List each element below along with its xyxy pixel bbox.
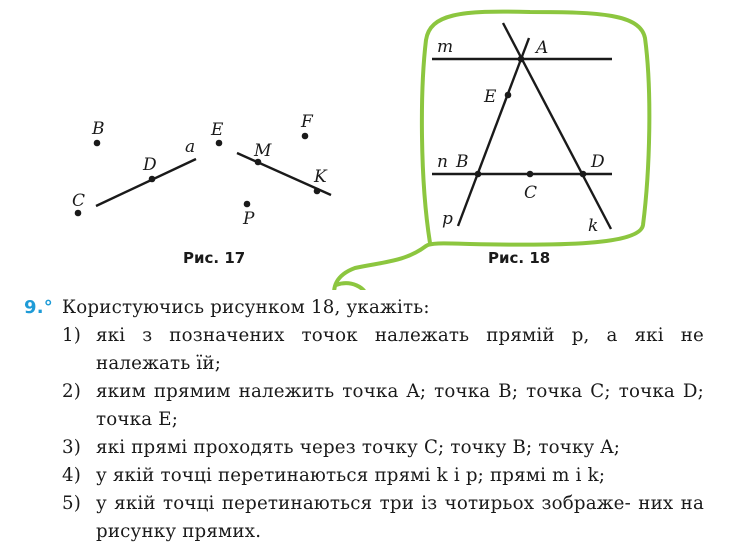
figure-18: [432, 23, 612, 267]
problem-number: 9.°: [24, 297, 53, 318]
fig17-label-f: F: [301, 112, 313, 132]
fig17-label-b: B: [92, 119, 105, 139]
fig17-caption: Рис. 17: [183, 249, 246, 267]
fig17-point-p: [244, 201, 251, 208]
fig18-label-k: k: [588, 216, 599, 236]
fig18-point-b: [475, 171, 482, 178]
fig18-line-k: [503, 23, 611, 229]
fig17-label-k: K: [314, 167, 327, 187]
list-item: [62, 462, 704, 490]
fig18-point-e: [505, 92, 512, 99]
fig17-label-p: P: [243, 209, 255, 229]
fig17-point-b: [94, 140, 101, 147]
fig18-label-e: E: [484, 87, 497, 107]
list-item: [62, 322, 704, 378]
item-text: які з позначених точок належать прямій p, а які не належать їй;: [96, 325, 704, 374]
fig17-point-f: [302, 133, 309, 140]
item-number: 5): [62, 493, 82, 514]
fig18-point-d: [580, 171, 587, 178]
item-number: 4): [62, 465, 82, 486]
item-text: які прямі проходять через точку C; точку B; точку A;: [96, 437, 621, 458]
fig18-label-p: p: [442, 209, 453, 229]
fig18-caption: Рис. 18: [488, 249, 551, 267]
fig18-label-a: A: [536, 38, 549, 58]
fig18-label-n: n: [437, 152, 448, 172]
item-number: 1): [62, 325, 82, 346]
fig18-label-m: m: [437, 37, 454, 57]
figure-17: [72, 112, 331, 267]
problem-9: [24, 294, 704, 546]
fig18-point-a: [518, 56, 525, 63]
fig18-label-b: B: [456, 152, 469, 172]
item-text: яким прямим належить точка A; точка B; точка C; точка D; точка E;: [96, 381, 704, 430]
fig17-point-e: [216, 140, 223, 147]
list-item: [62, 378, 704, 434]
fig17-label-e: E: [211, 120, 224, 140]
item-number: 3): [62, 437, 82, 458]
fig18-point-c: [527, 171, 534, 178]
list-item: [62, 490, 704, 546]
problem-header: [24, 294, 704, 322]
fig18-line-p: [458, 38, 529, 226]
fig17-point-d: [149, 176, 156, 183]
fig18-label-d: D: [591, 152, 605, 172]
fig17-label-a: a: [185, 137, 196, 157]
item-text: у якій точці перетинаються прямі k і p; прямі m і k;: [96, 465, 606, 486]
item-number: 2): [62, 381, 82, 402]
item-text: у якій точці перетинаються три із чотирьох зображе- них на рисунку прямих.: [96, 493, 704, 542]
problem-intro: Користуючись рисунком 18, укажіть:: [62, 297, 430, 318]
list-item: [62, 434, 704, 462]
fig17-label-c: C: [72, 191, 86, 211]
fig17-point-k: [314, 188, 321, 195]
fig17-label-d: D: [143, 155, 157, 175]
fig17-label-m: M: [254, 141, 272, 161]
fig18-label-c: C: [524, 183, 538, 203]
